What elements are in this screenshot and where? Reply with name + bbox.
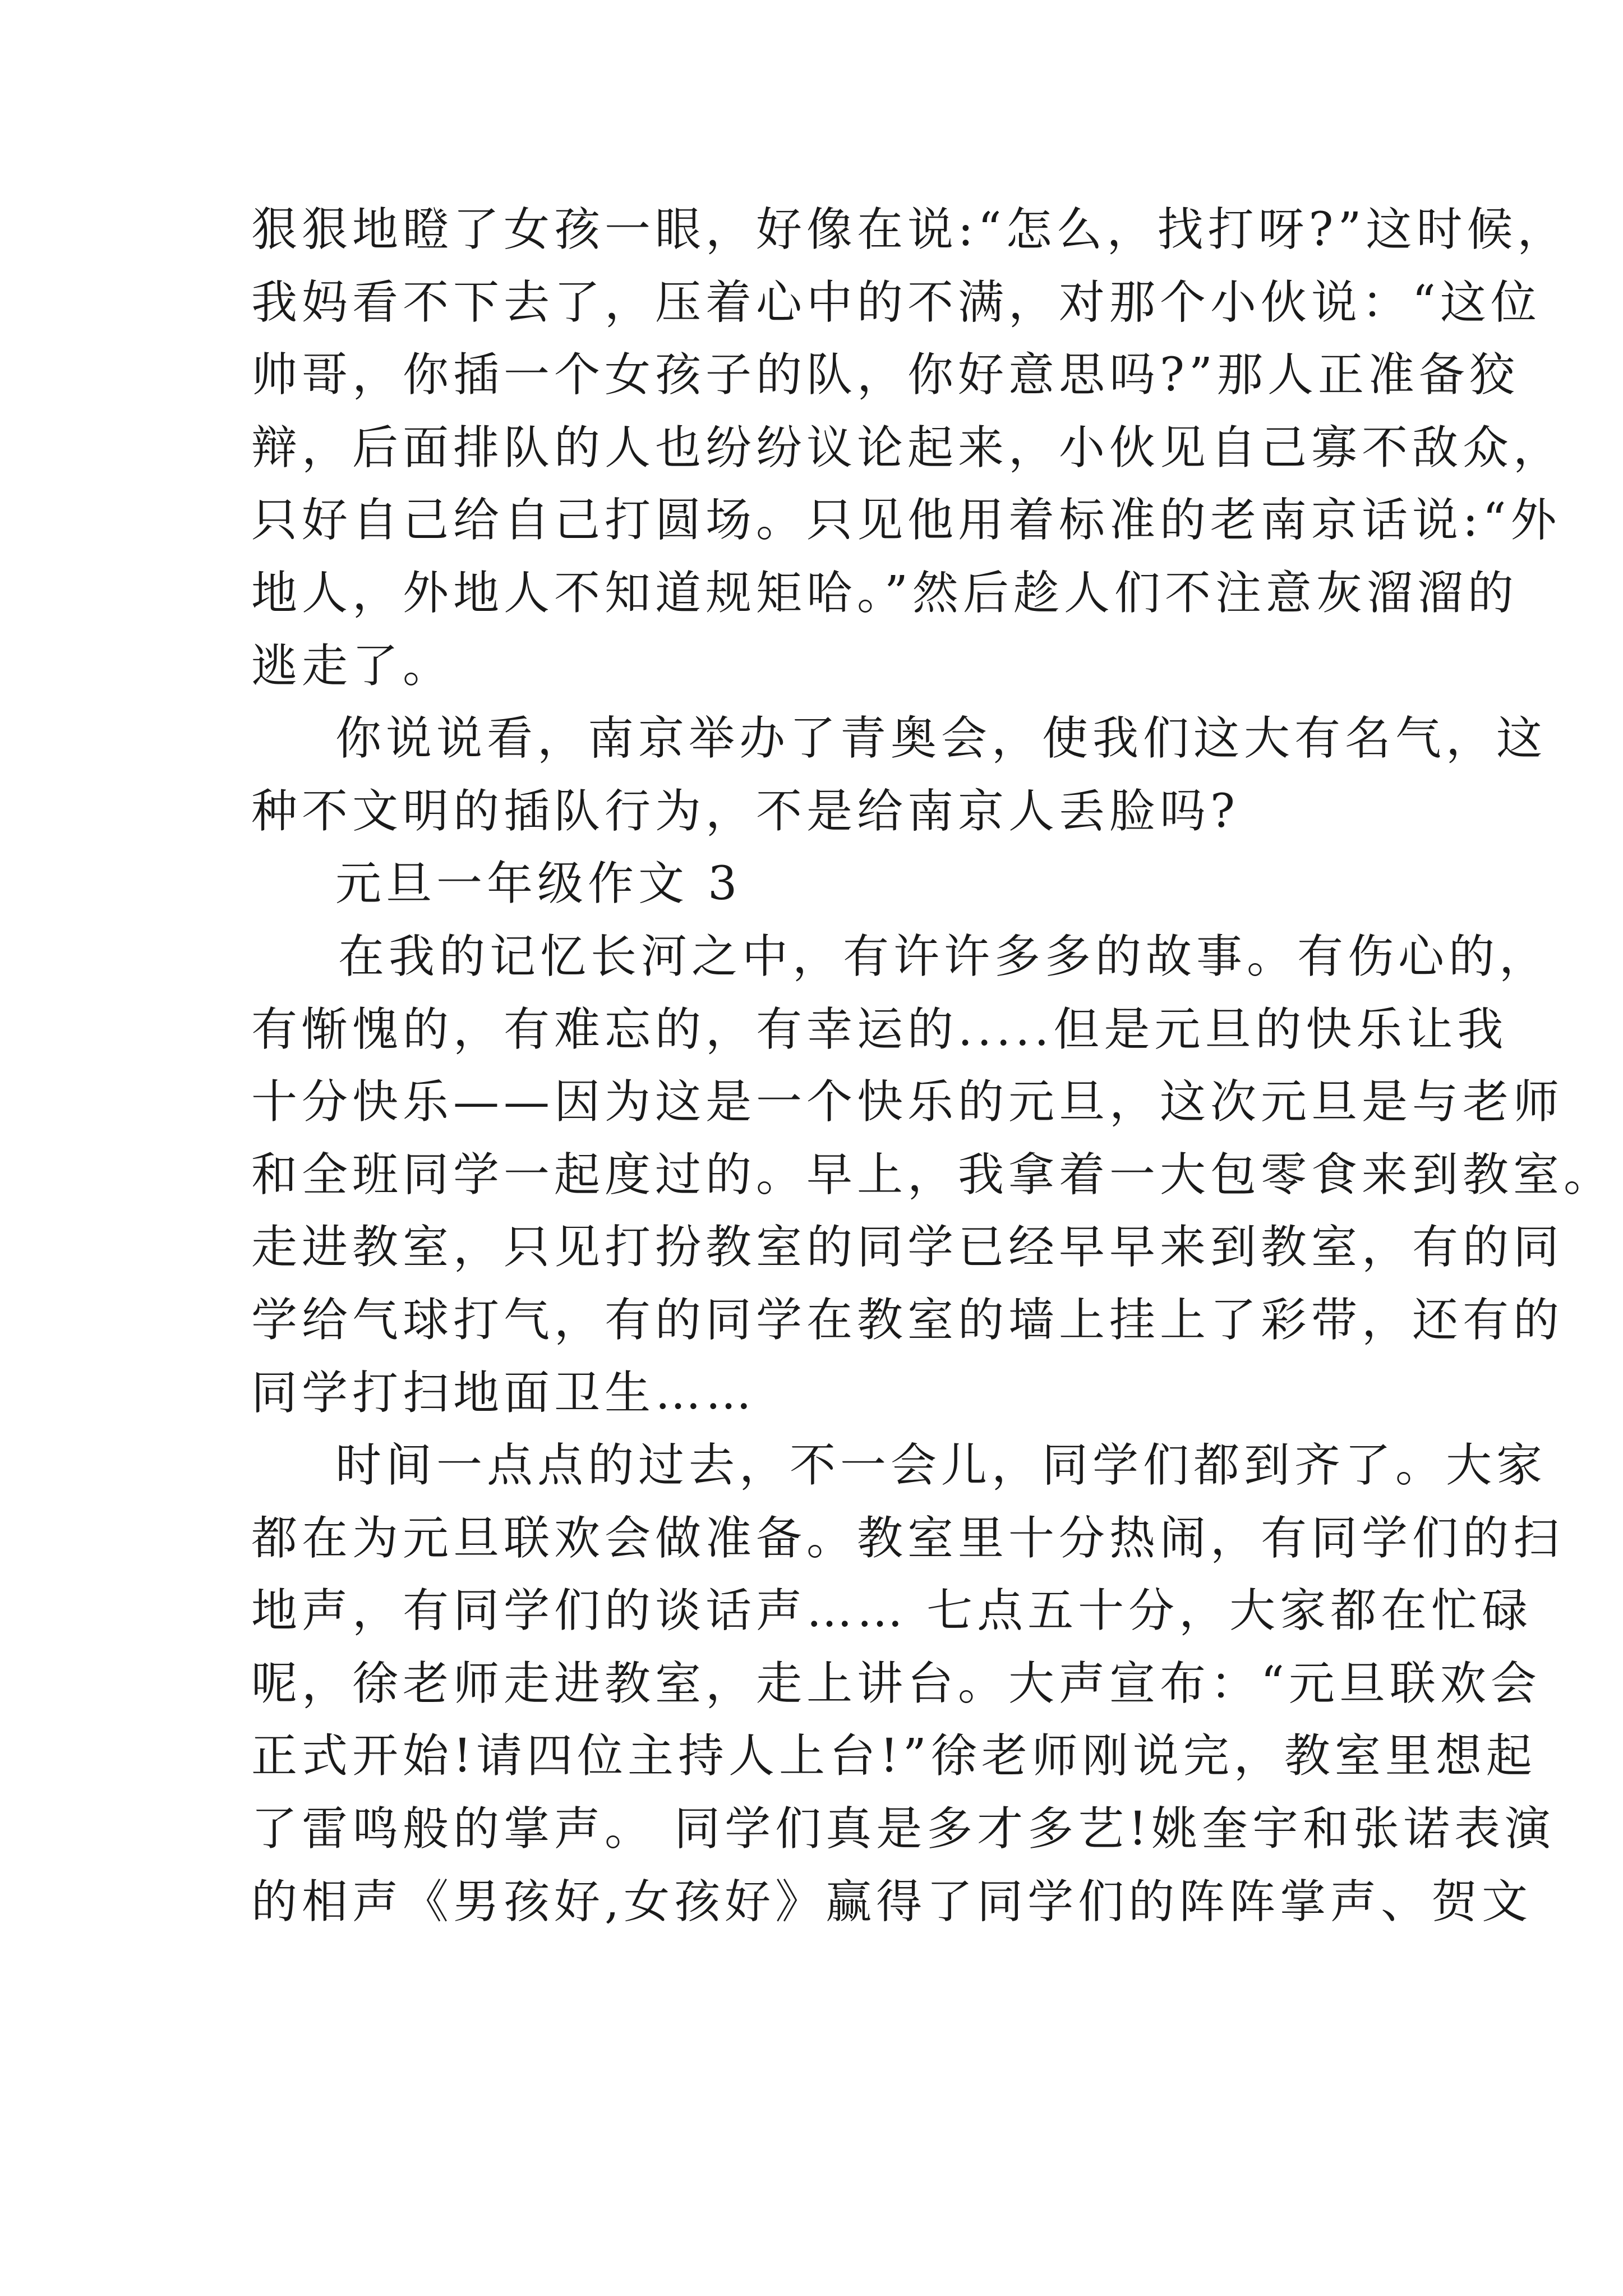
paragraph-first-line: 时间一点点的过去，不一会儿，同学们都到齐了。大家: [335, 1439, 1547, 1493]
text-line: 狠狠地瞪了女孩一眼，好像在说:“怎么，找打呀?”这时候，: [251, 203, 1568, 256]
text-line: 有惭愧的，有难忘的，有幸运的.....但是元旦的快乐让我: [251, 1002, 1508, 1056]
text-line: 呢，徐老师走进教室，走上讲台。大声宣布：“元旦联欢会: [251, 1657, 1541, 1710]
text-line: 我妈看不下去了，压着心中的不满，对那个小伙说：“这位: [251, 275, 1541, 329]
text-line: 辩，后面排队的人也纷纷议论起来，小伙见自己寡不敌众，: [251, 421, 1564, 475]
paragraph-first-line: 在我的记忆长河之中，有许许多多的故事。有伤心的，: [338, 930, 1550, 983]
text-line: 学给气球打气，有的同学在教室的墙上挂上了彩带，还有的: [251, 1293, 1564, 1347]
section-heading: 元旦一年级作文 3: [335, 857, 742, 911]
text-line: 帅哥，你插一个女孩子的队，你好意思吗?”那人正准备狡: [251, 348, 1520, 402]
document-body: [251, 194, 1615, 1938]
text-line: 正式开始!请四位主持人上台!”徐老师刚说完，教室里想起: [251, 1729, 1537, 1783]
text-line: 和全班同学一起度过的。早上，我拿着一大包零食来到教室。: [251, 1148, 1615, 1202]
text-line: 十分快乐——因为这是一个快乐的元旦，这次元旦是与老师: [251, 1075, 1564, 1129]
paragraph-first-line: 你说说看，南京举办了青奥会，使我们这大有名气，这: [335, 712, 1547, 766]
text-line: 只好自己给自己打圆场。只见他用着标准的老南京话说:“外: [251, 494, 1561, 547]
text-line: 同学打扫地面卫生……: [251, 1366, 757, 1420]
text-line: 走进教室，只见打扮教室的同学已经早早来到教室，有的同: [251, 1221, 1564, 1274]
text-line: 了雷鸣般的掌声。 同学们真是多才多艺!姚奎宇和张诺表演: [251, 1802, 1556, 1856]
text-line: 都在为元旦联欢会做准备。教室里十分热闹，有同学们的扫: [251, 1511, 1564, 1565]
text-line: 逃走了。: [251, 639, 454, 693]
text-line: 地声，有同学们的谈话声…… 七点五十分，大家都在忙碌: [251, 1584, 1533, 1638]
text-line: 种不文明的插队行为，不是给南京人丢脸吗?: [251, 784, 1239, 838]
text-line: 地人，外地人不知道规矩哈。”然后趁人们不注意灰溜溜的: [251, 566, 1518, 620]
text-line: 的相声《男孩好,女孩好》赢得了同学们的阵阵掌声、贺文: [251, 1875, 1533, 1929]
